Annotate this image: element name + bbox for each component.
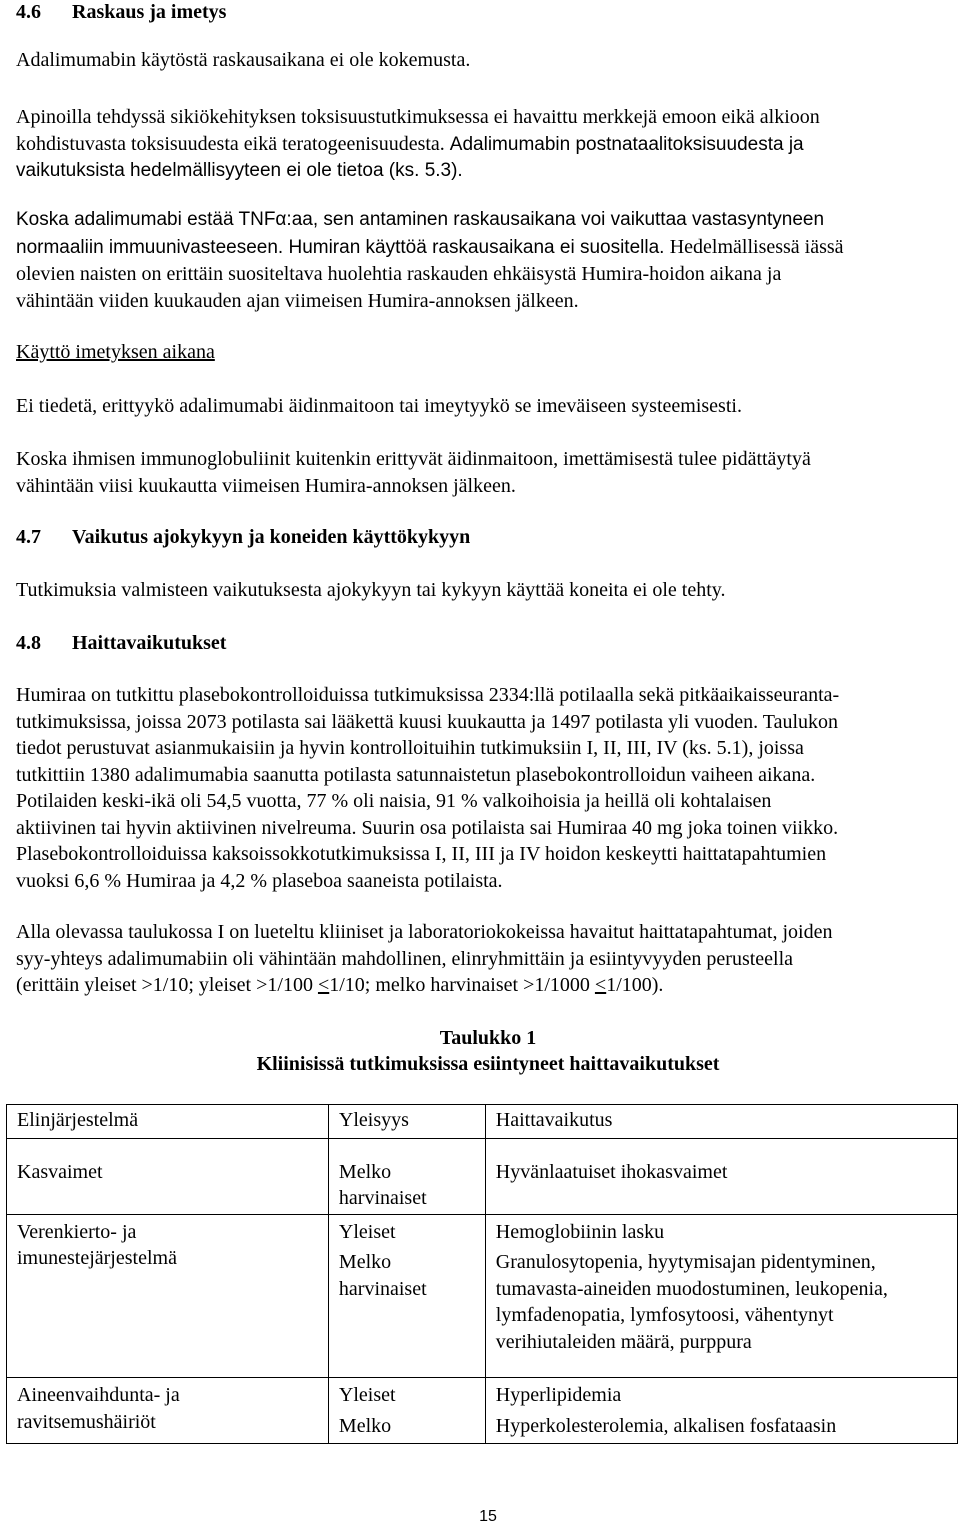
section-heading-4-7 bbox=[16, 524, 470, 550]
table-cell: Granulosytopenia, hyytymisajan pidentyminen, tumavasta-aineiden muodostuminen, leukopenia, lymfadenopatia, lymfosytoosi, vähentynyt verihiutaleiden määrä, purppura bbox=[495, 1251, 888, 1353]
table-cell: Aineenvaihdunta- ja ravitsemushäiriöt bbox=[17, 1384, 180, 1433]
paragraph: Koska ihmisen immunoglobuliinit kuitenkin erittyvät äidinmaitoon, imettämisestä tulee pidättäytyä vähintään viisi kuukautta viimeisen Humira-annoksen jälkeen. bbox=[16, 448, 811, 497]
table-cell: Hyperkolesterolemia, alkalisen fosfataasin bbox=[495, 1414, 837, 1437]
table-cell: Kasvaimet bbox=[17, 1160, 103, 1183]
section-title: Raskaus ja imetys bbox=[72, 1, 227, 23]
section-heading-4-6 bbox=[16, 0, 226, 25]
section-heading-4-8 bbox=[16, 630, 226, 656]
section-number: 4.7 bbox=[16, 526, 41, 548]
table-cell: Hyperlipidemia bbox=[495, 1384, 622, 1406]
section-title: Haittavaikutukset bbox=[72, 632, 227, 654]
table-row bbox=[7, 1138, 958, 1214]
section-number: 4.8 bbox=[16, 632, 41, 654]
table-header-cell: Elinjärjestelmä bbox=[17, 1109, 139, 1131]
table-cell: Melko harvinaiset bbox=[338, 1251, 427, 1300]
table-header-cell: Haittavaikutus bbox=[495, 1109, 613, 1131]
table-cell: Hemoglobiinin lasku bbox=[495, 1220, 665, 1243]
table-cell: Hyvänlaatuiset ihokasvaimet bbox=[495, 1160, 728, 1183]
table-cell: Verenkierto- ja imunestejärjestelmä bbox=[17, 1220, 177, 1269]
table-row bbox=[7, 1214, 958, 1378]
paragraph: Alla olevassa taulukossa I on lueteltu kliiniset ja laboratoriokokeissa havaitut haittatapahtumat, joiden syy-yhteys adalimumabiin oli vähintään mahdollinen, elinryhmittäin ja esiintyvyyden perusteella (erittäin yleiset >1/10; yleiset >1/100 <1/10; melko harvinaiset >1/1000 <1/100). bbox=[16, 921, 833, 996]
table-caption: Taulukko 1 bbox=[439, 1027, 537, 1049]
table-header-row bbox=[7, 1105, 958, 1139]
paragraph: Ei tiedetä, erittyykö adalimumabi äidinmaitoon tai imeytyykö se imeväiseen systeemisesti. bbox=[16, 395, 742, 417]
paragraph: Tutkimuksia valmisteen vaikutuksesta ajokykyyn tai kykyyn käyttää koneita ei ole tehty. bbox=[16, 579, 726, 601]
table-subcaption: Kliinisissä tutkimuksissa esiintyneet haittavaikutukset bbox=[256, 1053, 720, 1075]
section-number: 4.6 bbox=[16, 1, 41, 23]
table-cell: Yleiset bbox=[338, 1384, 396, 1406]
adverse-effects-table bbox=[6, 1104, 958, 1444]
subheading: Käyttö imetyksen aikana bbox=[16, 341, 215, 363]
table-cell: Melko bbox=[338, 1414, 392, 1437]
table-cell: Melko harvinaiset bbox=[338, 1160, 427, 1209]
table-cell: Yleiset bbox=[338, 1220, 396, 1243]
page-number: 15 bbox=[479, 1508, 497, 1525]
section-title: Vaikutus ajokykyyn ja koneiden käyttökykyyn bbox=[72, 526, 471, 548]
paragraph: Koska adalimumabi estää TNFα:aa, sen antaminen raskausaikana voi vaikuttaa vastasyntyneen normaaliin immuunivasteeseen. Humiran käyttöä raskausaikana ei suositella. Hedelmällisessä iässä olevien naisten on erittäin suositeltava huolehtia raskauden ehkäisystä Humira-hoidon aikana ja vähintään viiden kuukauden ajan viimeisen Humira-annoksen jälkeen. bbox=[16, 209, 844, 312]
paragraph: Apinoilla tehdyssä sikiökehityksen toksisuustutkimuksessa ei havaittu merkkejä emoon eikä alkioon kohdistuvasta toksisuudesta eikä teratogeenisuudesta. Adalimumabin postnataalitoksisuudesta ja vaikutuksista hedelmällisyyteen ei ole tietoa (ks. 5.3). bbox=[16, 106, 820, 181]
table-header-cell: Yleisyys bbox=[338, 1109, 409, 1131]
paragraph: Adalimumabin käytöstä raskausaikana ei ole kokemusta. bbox=[16, 49, 471, 71]
paragraph: Humiraa on tutkittu plasebokontrolloiduissa tutkimuksissa 2334:llä potilaalla sekä pitkäaikaisseuranta- tutkimuksissa, joissa 2073 potilasta sai lääkettä kuusi kuukautta ja 1497 potilasta yli vuoden. Taulukon tiedot perustuvat asianmukaisiin ja hyvin kontrolloituihin tutkimuksiin I, II, III, IV (ks. 5.1), joissa tutkittiin 1380 adalimumabia saanutta potilasta satunnaistetun plasebokontrolloidun vaiheen aikana. Potilaiden keski-ikä oli 54,5 vuotta, 77 % oli naisia, 91 % valkoihoisia ja heillä oli kohtalaisen aktiivinen tai hyvin aktiivinen nivelreuma. Suurin osa potilaista sai Humiraa 40 mg joka toinen viikko. Plasebokontrolloiduissa kaksoissokkotutkimuksissa I, II, III ja IV hoidon keskeytti haittatapahtumien vuoksi 6,6 % Humiraa ja 4,2 % plaseboa saaneista potilaista. bbox=[16, 684, 840, 892]
table-row bbox=[7, 1378, 958, 1444]
